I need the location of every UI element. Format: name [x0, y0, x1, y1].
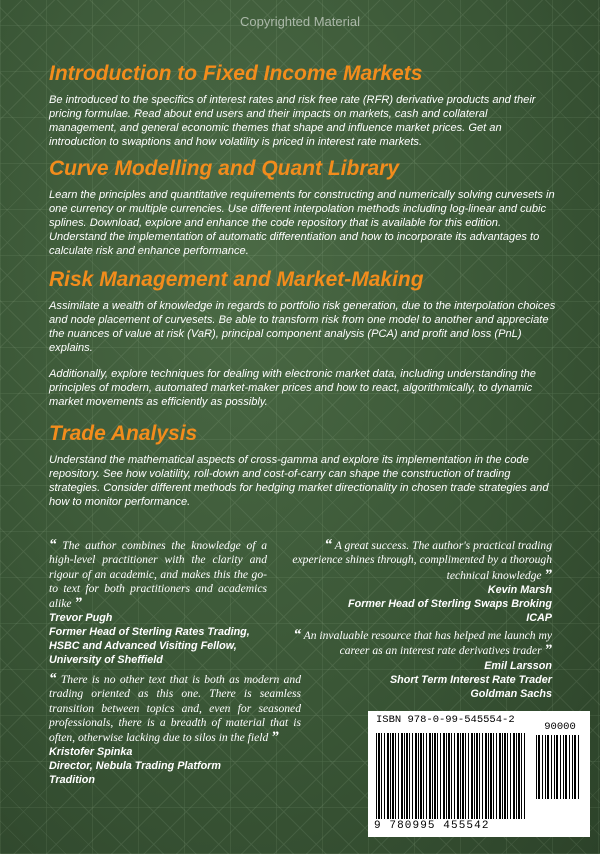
- quote-role: Former Head of Sterling Swaps Broking: [348, 597, 552, 610]
- quote-role: Goldman Sachs: [470, 687, 552, 700]
- isbn-text: ISBN 978-0-99-545554-2: [376, 714, 515, 726]
- open-quote-mark: “: [293, 627, 301, 643]
- testimonial-quote: [49, 672, 301, 787]
- barcode-ean-number: 9 780995 455542: [374, 820, 490, 832]
- quote-author: Kristofer Spinka: [49, 746, 133, 759]
- section-trade: [49, 422, 557, 509]
- section-heading: Curve Modelling and Quant Library: [49, 157, 400, 180]
- section-heading: Introduction to Fixed Income Markets: [49, 62, 423, 85]
- section-heading: Trade Analysis: [49, 422, 198, 445]
- testimonial-quote: [272, 628, 552, 701]
- section-body-2: Additionally, explore techniques for dealing with electronic market data, including understanding the principles of modern, automated market-maker prices and how to react, algorithmically, to dynamic market movements as efficiently as possibly.: [49, 368, 536, 408]
- quote-author: Kevin Marsh: [487, 583, 552, 596]
- isbn-barcode: [368, 711, 590, 837]
- section-body: Learn the principles and quantitative requirements for constructing and numerically solving curvesets in one currency or multiple currencies. Use different interpolation methods including log-linear and cubic splines. Download, explore and enhance the code repository that is available for this edition. Understand the implementation of automatic differentiation and how to incorporate its advantages to calculate risk and enhance performance.: [49, 189, 555, 257]
- quote-role: University of Sheffield: [49, 654, 163, 667]
- quote-text: There is no other text that is both as modern and trading oriented as this one. There is seamless transition between topics and, even for seasoned professionals, there is a breadth of material that is often, otherwise lacking due to silos in the field: [49, 673, 301, 745]
- watermark: Copyrighted Material: [240, 14, 360, 29]
- quote-text: A great success. The author's practical trading experience shines through, complimented by a thorough technical knowledge: [292, 539, 552, 582]
- section-body: Be introduced to the specifics of interest rates and risk free rate (RFR) derivative products and their pricing formulae. Read about end users and their impacts on markets, cash and collateral management, and general economic themes that shape and influence market prices. Get an introduction to swaptions and how volatility is priced in interest rate markets.: [49, 94, 536, 148]
- testimonial-quote: [290, 538, 552, 625]
- open-quote-mark: “: [49, 537, 57, 553]
- section-body: Assimilate a wealth of knowledge in regards to portfolio risk generation, due to the interpolation choices and node placement of curvesets. Be able to transform risk from one model to another and appreciate the nuances of value at risk (VaR), principal component analysis (PCA) and profit and loss (PnL) explains.: [49, 300, 556, 354]
- testimonial-quote: [49, 538, 267, 667]
- section-heading: Risk Management and Market-Making: [49, 268, 424, 291]
- barcode-addon-bars: [536, 735, 580, 799]
- close-quote-mark: ”: [544, 642, 552, 659]
- open-quote-mark: “: [49, 671, 57, 687]
- section-risk: [49, 268, 557, 409]
- close-quote-mark: ”: [271, 729, 279, 746]
- section-curve: [49, 157, 557, 258]
- quote-text: The author combines the knowledge of a high-level practitioner with the clarity and rigour of an academic, and makes this the go-to text for both practitioners and academics alike: [49, 539, 267, 611]
- barcode-addon-code: 90000: [544, 721, 576, 733]
- close-quote-mark: ”: [74, 595, 82, 612]
- section-intro: [49, 62, 557, 149]
- close-quote-mark: ”: [544, 566, 552, 583]
- open-quote-mark: “: [324, 537, 333, 553]
- quote-role: Short Term Interest Rate Trader: [389, 673, 552, 686]
- quote-role: Tradition: [49, 774, 95, 787]
- barcode-bars: [376, 733, 526, 819]
- quote-author: Trevor Pugh: [49, 612, 113, 625]
- quote-role: Former Head of Sterling Rates Trading,: [49, 626, 250, 639]
- quote-text: An invaluable resource that has helped me launch my career as an interest rate derivatives trader: [303, 629, 552, 658]
- quote-role: HSBC and Advanced Visiting Fellow,: [49, 640, 237, 653]
- quote-role: Director, Nebula Trading Platform: [49, 760, 221, 773]
- quote-author: Emil Larsson: [484, 659, 552, 672]
- quote-role: ICAP: [526, 611, 552, 624]
- section-body: Understand the mathematical aspects of cross-gamma and explore its implementation in the code repository. See how volatility, roll-down and cost-of-carry can shape the construction of trading strategies. Consider different methods for hedging market directionality in chosen trade strategies and how to monitor performance.: [49, 454, 549, 508]
